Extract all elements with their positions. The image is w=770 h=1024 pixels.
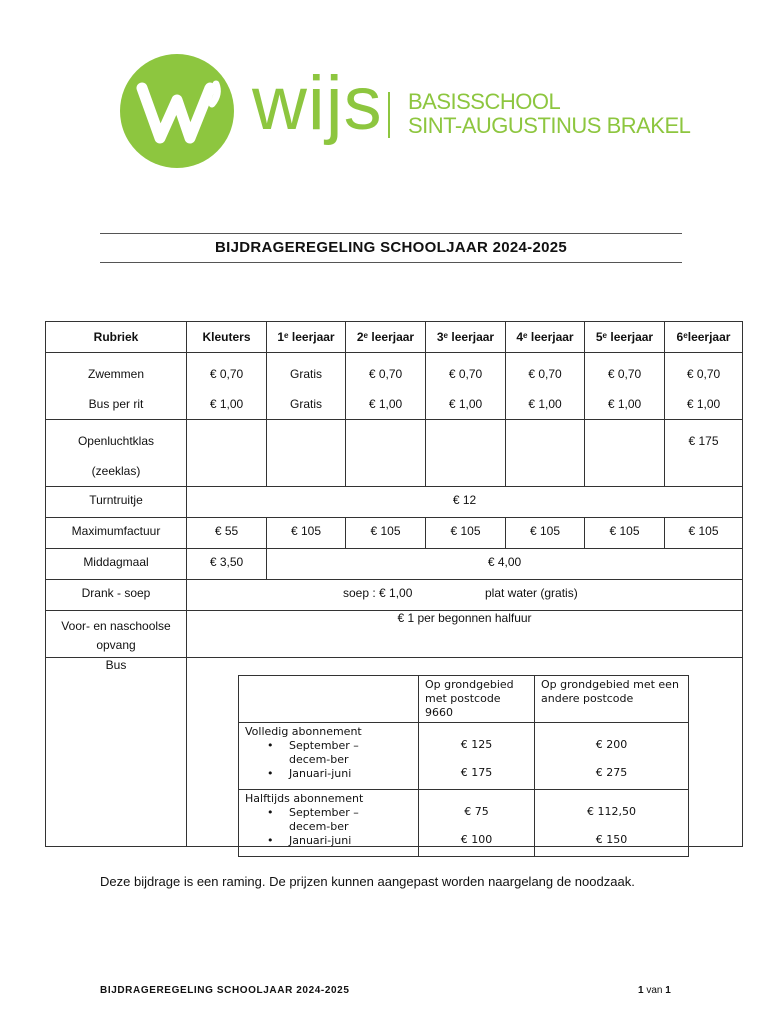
- table-cell: Gratis: [289, 367, 322, 381]
- table-row-middagmaal: [46, 549, 743, 580]
- table-cell: € 105: [450, 524, 481, 538]
- table-cell: € 150: [595, 833, 628, 846]
- page-title: BIJDRAGEREGELING SCHOOLJAAR 2024-2025: [100, 233, 682, 263]
- row-label: (zeeklas): [91, 464, 141, 478]
- list-item: • Januari-juni: [289, 834, 412, 848]
- table-header-row: [46, 322, 743, 353]
- page-total: 1: [665, 985, 671, 996]
- table-cell: € 12: [452, 493, 477, 507]
- row-label: Maximumfactuur: [71, 524, 161, 538]
- header-cell: Op grondgebied met een andere postcode: [535, 676, 689, 723]
- table-row-drank: [46, 580, 743, 611]
- subscription-title: Halftijds abonnement: [245, 792, 364, 805]
- table-cell: € 200: [595, 738, 628, 751]
- table-cell: € 105: [688, 524, 719, 538]
- bus-subscription-table: [238, 675, 689, 857]
- table-cell: € 175: [460, 766, 493, 779]
- logo-line-2: SINT-AUGUSTINUS BRAKEL: [408, 113, 691, 138]
- table-header-row: [239, 676, 689, 723]
- table-cell: € 0,70: [607, 367, 642, 381]
- row-label: Bus per rit: [88, 397, 144, 411]
- row-label: Openluchtklas: [77, 434, 155, 448]
- table-row-openluchtklas: [46, 420, 743, 487]
- table-cell: € 3,50: [209, 555, 244, 569]
- table-cell: € 4,00: [487, 555, 522, 569]
- table-row: [239, 790, 689, 857]
- row-label: Middagmaal: [83, 555, 149, 569]
- list-item: • September – decem-ber: [289, 739, 399, 767]
- subscription-title: Volledig abonnement: [245, 725, 362, 738]
- disclaimer-note: Deze bijdrage is een raming. De prijzen kunnen aangepast worden naargelang de noodzaak.: [100, 874, 635, 889]
- header-cell: Kleuters: [187, 322, 267, 353]
- table-cell: € 100: [460, 833, 493, 846]
- table-cell: € 0,70: [209, 367, 244, 381]
- header-cell: 5ᵉ leerjaar: [585, 322, 665, 353]
- logo-separator: [388, 92, 390, 138]
- table-cell: € 275: [595, 766, 628, 779]
- row-label: Turntruitje: [89, 493, 143, 507]
- table-row-maximumfactuur: [46, 518, 743, 549]
- logo-wordmark: wijs: [252, 61, 383, 146]
- table-cell: € 1,00: [607, 397, 642, 411]
- table-cell: € 175: [688, 434, 719, 448]
- header-cell: 1ᵉ leerjaar: [267, 322, 346, 353]
- row-label: Zwemmen: [87, 367, 144, 381]
- table-row-opvang: [46, 611, 743, 658]
- list-item: • September – decem-ber: [289, 806, 399, 834]
- table-cell: € 0,70: [448, 367, 483, 381]
- table-cell: € 1,00: [368, 397, 403, 411]
- table-cell: € 105: [290, 524, 322, 538]
- table-cell: Gratis: [289, 397, 322, 411]
- table-cell: € 105: [609, 524, 640, 538]
- table-cell: € 1,00: [209, 397, 244, 411]
- school-logo: [118, 52, 718, 170]
- header-cell: Op grondgebied met postcode 9660: [419, 676, 535, 723]
- table-cell: € 1,00: [528, 397, 562, 411]
- header-cell: 2ᵉ leerjaar: [346, 322, 426, 353]
- header-cell: 3ᵉ leerjaar: [426, 322, 506, 353]
- table-cell: € 1,00: [448, 397, 483, 411]
- table-cell: € 105: [370, 524, 401, 538]
- page-number: [638, 985, 671, 996]
- logo-subtitle: [408, 90, 690, 138]
- page-current: 1: [638, 985, 644, 996]
- table-row: [239, 723, 689, 790]
- list-item: • Januari-juni: [289, 767, 412, 781]
- logo-line-1: BASISSCHOOL: [408, 89, 561, 114]
- table-cell: € 0,70: [368, 367, 403, 381]
- table-cell: € 112,50: [587, 805, 636, 818]
- table-cell: plat water (gratis): [485, 586, 578, 600]
- table-cell: € 55: [214, 524, 239, 538]
- row-label: Bus: [105, 658, 127, 672]
- page-of: van: [646, 985, 663, 996]
- row-label: Drank - soep: [81, 586, 151, 600]
- table-cell: € 1 per begonnen halfuur: [397, 611, 532, 625]
- table-cell: soep : € 1,00: [343, 586, 413, 600]
- table-cell: € 105: [529, 524, 561, 538]
- header-cell: 4ᵉ leerjaar: [506, 322, 585, 353]
- table-cell: € 0,70: [528, 367, 562, 381]
- table-cell: € 0,70: [686, 367, 721, 381]
- table-cell: € 1,00: [686, 397, 721, 411]
- header-cell: Rubriek: [46, 322, 187, 353]
- logo-circle-icon: [120, 54, 234, 168]
- table-row-zwemmen-bus: [46, 353, 743, 420]
- row-label: Voor- en naschoolse: [61, 619, 171, 633]
- table-cell: € 125: [460, 738, 493, 751]
- footer-title: BIJDRAGEREGELING SCHOOLJAAR 2024-2025: [100, 985, 350, 996]
- table-cell: € 75: [464, 805, 489, 818]
- table-row-turntruitje: [46, 487, 743, 518]
- row-label: opvang: [96, 638, 136, 652]
- header-cell: 6ᵉleerjaar: [665, 322, 743, 353]
